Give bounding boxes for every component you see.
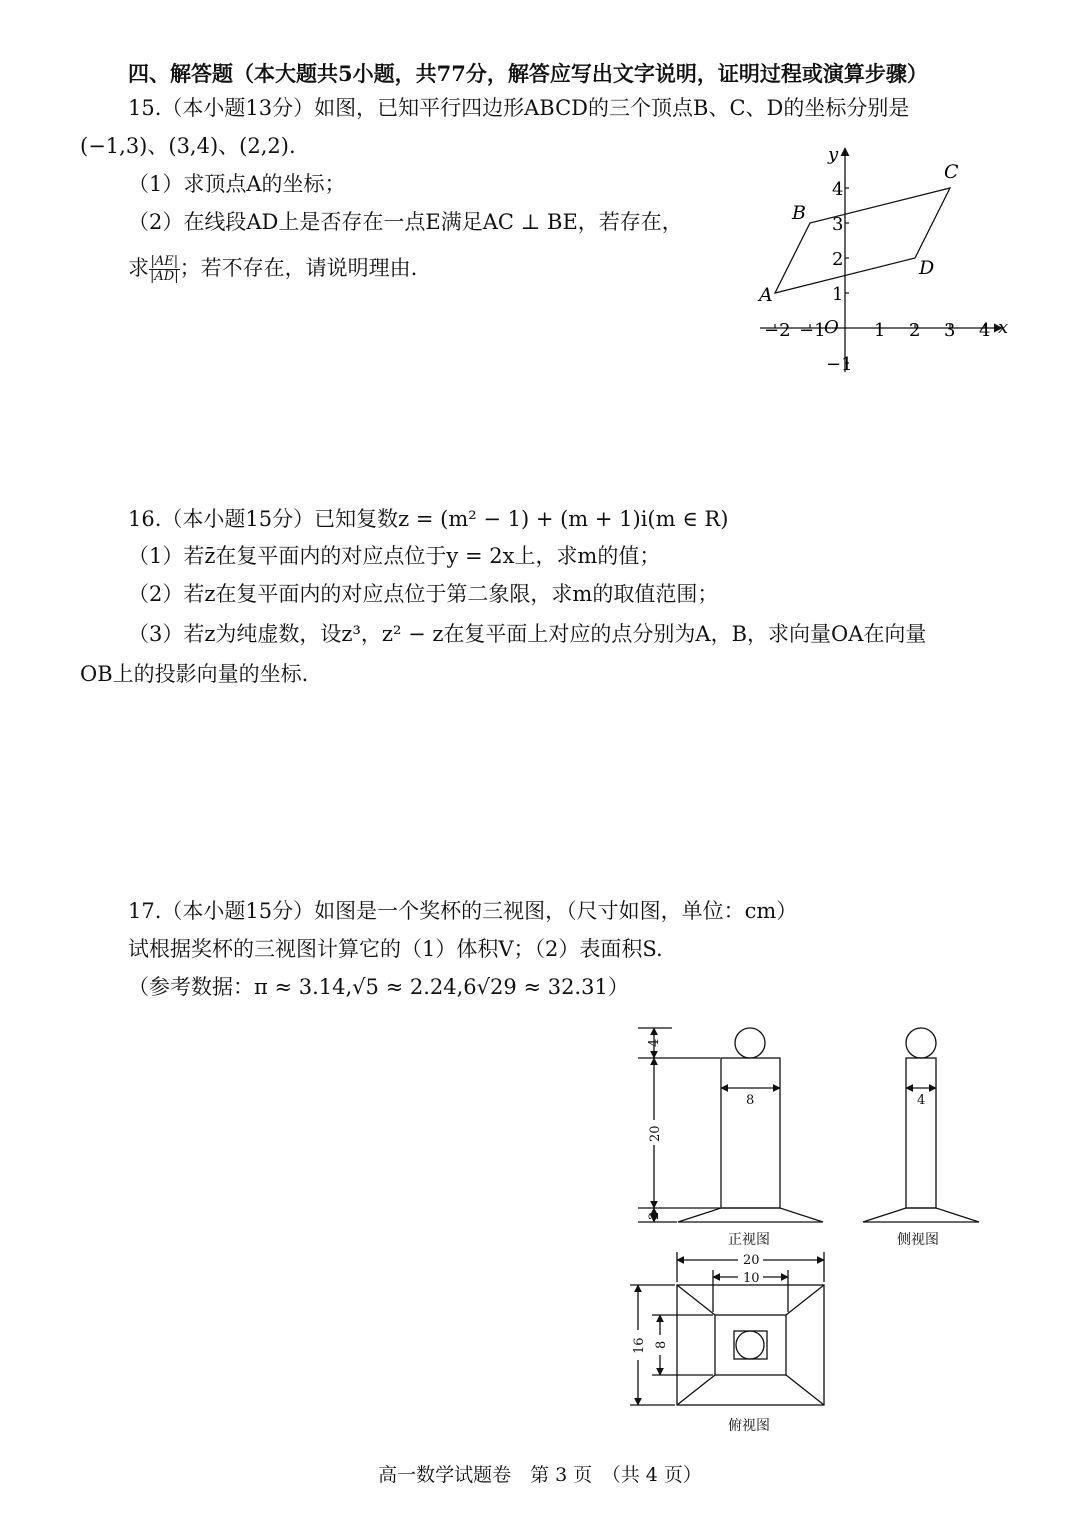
x-tick-label: 3: [944, 320, 956, 341]
dim-top-inner-width: 10: [743, 1271, 760, 1286]
x-tick-label: 2: [909, 320, 921, 341]
dim-front-width: 8: [746, 1093, 755, 1108]
y-tick-label: −1: [826, 354, 853, 375]
vertex-label-b: B: [792, 202, 806, 224]
top-view: [630, 1252, 824, 1405]
q17-reference-data: （参考数据：π ≈ 3.14,√5 ≈ 2.24,6√29 ≈ 32.31）: [128, 975, 629, 999]
q15-part3-suffix: ；若不存在，请说明理由.: [179, 256, 418, 280]
dim-base-height: 2: [647, 1211, 662, 1220]
x-axis-label: x: [998, 317, 1009, 338]
dim-top-inner-depth: 8: [654, 1340, 669, 1349]
top-ball: [736, 1331, 764, 1359]
top-inner-rect: [715, 1315, 786, 1375]
q16-part1: （1）若z̄在复平面内的对应点位于y = 2x上，求m的值；: [128, 544, 661, 568]
q16-part4: OB上的投影向量的坐标.: [80, 662, 309, 686]
y-tick-label: 2: [832, 249, 844, 270]
q17-stem-line1: 17.（本小题15分）如图是一个奖杯的三视图，（尺寸如图，单位：cm）: [128, 899, 798, 923]
y-tick-label: 4: [832, 179, 844, 200]
side-column: [906, 1058, 936, 1208]
dim-side-width: 4: [917, 1093, 926, 1108]
q15-part2: （2）在线段AD上是否存在一点E满足AC ⊥ BE，若存在，: [128, 210, 683, 234]
front-view-label: 正视图: [728, 1232, 770, 1248]
q15-part3: [128, 254, 417, 284]
section-title: 四、解答题（本大题共5小题，共77分，解答应写出文字说明，证明过程或演算步骤）: [128, 61, 928, 86]
dim-top-outer-width: 20: [743, 1253, 760, 1268]
parallelogram-graph: [750, 140, 1030, 380]
fraction-denominator: |AD|: [150, 269, 179, 284]
q15-part1: （1）求顶点A的坐标；: [128, 172, 346, 196]
q15-stem-line2: (−1,3)、(3,4)、(2,2).: [80, 134, 296, 158]
dim-top-depth: 16: [632, 1337, 647, 1354]
trophy-three-views: [620, 1020, 1000, 1440]
side-view-label: 侧视图: [897, 1232, 939, 1248]
side-ball: [906, 1028, 936, 1058]
fraction-numerator: |AE|: [150, 254, 179, 269]
x-tick-label: −2: [764, 320, 791, 341]
q15-part3-prefix: 求: [128, 256, 149, 280]
side-view: [863, 1028, 979, 1222]
x-tick-label: 4: [979, 320, 991, 341]
page-footer: 高一数学试题卷 第 3 页 （共 4 页）: [378, 1464, 702, 1486]
q16-stem: 16.（本小题15分）已知复数z = (m² − 1) + (m + 1)i(m ∈ R): [128, 507, 729, 531]
dim-ball-height: 4: [647, 1038, 662, 1047]
x-tick-label: −1: [799, 320, 826, 341]
side-base: [863, 1208, 979, 1222]
q17-stem-line2: 试根据奖杯的三视图计算它的（1）体积V；（2）表面积S.: [128, 937, 663, 961]
y-tick-label: 3: [832, 214, 844, 235]
origin-label: O: [824, 317, 839, 338]
vertex-label-d: D: [919, 257, 935, 279]
y-tick-label: 1: [832, 284, 844, 305]
ae-over-ad-fraction: [149, 255, 180, 284]
front-ball: [735, 1028, 765, 1058]
top-column-rect: [734, 1331, 767, 1359]
front-view: [638, 1028, 823, 1222]
q15-stem-line1: 15.（本小题13分）如图，已知平行四边形ABCD的三个顶点B、C、D的坐标分别是: [128, 96, 910, 120]
x-tick-label: 1: [874, 320, 886, 341]
front-column: [721, 1058, 780, 1208]
q16-part2: （2）若z在复平面内的对应点位于第二象限，求m的取值范围；: [128, 582, 719, 606]
y-axis-label: y: [828, 144, 839, 165]
top-view-label: 俯视图: [728, 1418, 770, 1434]
q16-part3: （3）若z为纯虚数，设z³，z² − z在复平面上对应的点分别为A，B，求向量OA在向量: [128, 622, 927, 646]
vertex-label-c: C: [944, 161, 959, 183]
front-base: [678, 1208, 823, 1222]
dim-column-height: 20: [648, 1125, 663, 1142]
vertex-label-a: A: [759, 284, 773, 306]
